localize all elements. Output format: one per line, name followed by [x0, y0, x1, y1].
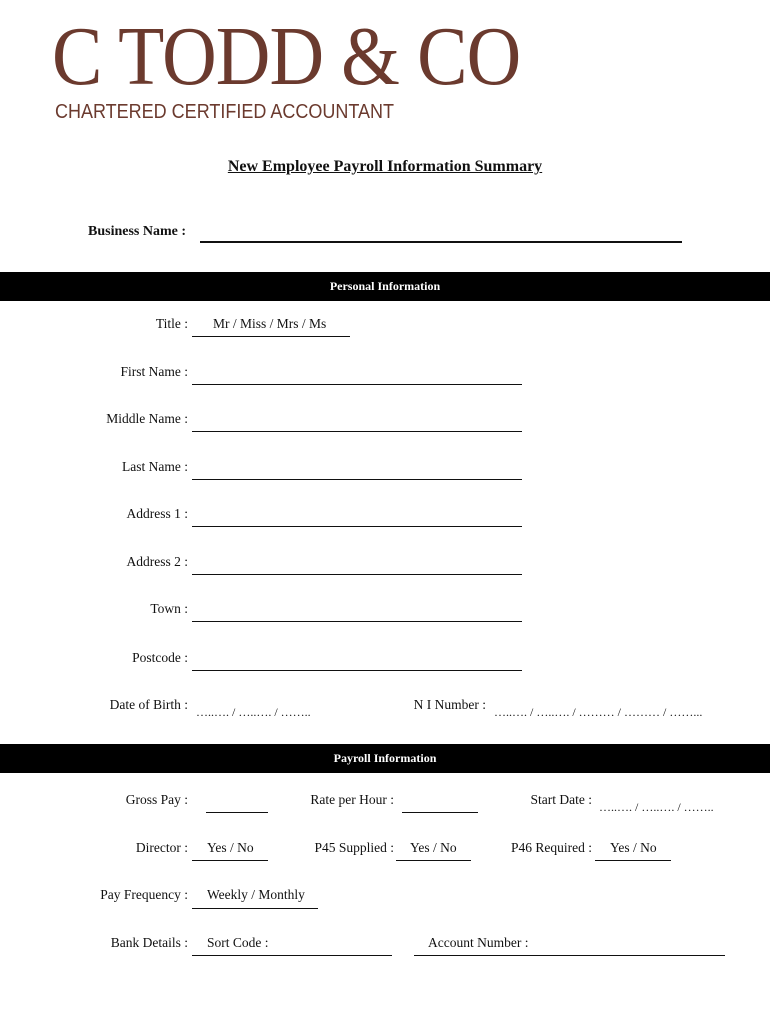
pay-frequency-field[interactable]	[192, 908, 318, 909]
town-field[interactable]	[192, 621, 522, 622]
address1-label: Address 1 :	[126, 506, 188, 521]
date-of-birth-label: Date of Birth :	[109, 697, 188, 712]
title-field[interactable]	[192, 336, 350, 337]
account-number-field[interactable]	[414, 955, 725, 956]
rate-per-hour-label: Rate per Hour :	[310, 792, 394, 807]
form-title: New Employee Payroll Information Summary	[227, 158, 543, 175]
p46-required-options: Yes / No	[610, 840, 657, 855]
middle-name-label: Middle Name :	[106, 411, 188, 426]
rate-per-hour-field[interactable]	[402, 812, 478, 813]
company-tagline: CHARTERED CERTIFIED ACCOUNTANT	[55, 101, 395, 123]
last-name-field[interactable]	[192, 479, 522, 480]
account-number-label: Account Number :	[428, 935, 529, 950]
title-options: Mr / Miss / Mrs / Ms	[213, 316, 327, 331]
address2-field[interactable]	[192, 574, 522, 575]
business-name-label: Business Name :	[88, 224, 187, 239]
director-field[interactable]	[192, 860, 268, 861]
address1-field[interactable]	[192, 526, 522, 527]
director-options: Yes / No	[207, 840, 254, 855]
director-label: Director :	[135, 840, 188, 855]
start-date-label: Start Date :	[530, 792, 592, 807]
company-logo: C TODD & CO	[52, 10, 521, 103]
p45-supplied-label: P45 Supplied :	[314, 840, 394, 855]
title-label: Title :	[155, 316, 188, 331]
town-label: Town :	[150, 601, 188, 616]
pay-frequency-options: Weekly / Monthly	[207, 887, 305, 902]
p45-supplied-options: Yes / No	[410, 840, 457, 855]
sort-code-label: Sort Code :	[207, 935, 269, 950]
p46-required-label: P46 Required :	[511, 840, 592, 855]
personal-information-header: Personal Information	[0, 272, 770, 301]
postcode-label: Postcode :	[132, 650, 188, 665]
pay-frequency-label: Pay Frequency :	[100, 887, 188, 902]
business-name-field[interactable]	[200, 241, 682, 243]
p46-required-field[interactable]	[595, 860, 671, 861]
payroll-information-header: Payroll Information	[0, 744, 770, 773]
start-date-field[interactable]: …..…. / …..…. / ……..	[599, 800, 714, 814]
address2-label: Address 2 :	[126, 554, 188, 569]
first-name-label: First Name :	[120, 364, 188, 379]
ni-number-field[interactable]: …..…. / …..…. / ……… / ……… / ……...	[494, 705, 703, 719]
p45-supplied-field[interactable]	[396, 860, 471, 861]
postcode-field[interactable]	[192, 670, 522, 671]
middle-name-field[interactable]	[192, 431, 522, 432]
gross-pay-label: Gross Pay :	[125, 792, 188, 807]
first-name-field[interactable]	[192, 384, 522, 385]
ni-number-label: N I Number :	[413, 697, 486, 712]
gross-pay-field[interactable]	[206, 812, 268, 813]
last-name-label: Last Name :	[122, 459, 188, 474]
date-of-birth-field[interactable]: …..…. / …..…. / ……..	[196, 705, 311, 719]
sort-code-field[interactable]	[192, 955, 392, 956]
bank-details-label: Bank Details :	[110, 935, 188, 950]
